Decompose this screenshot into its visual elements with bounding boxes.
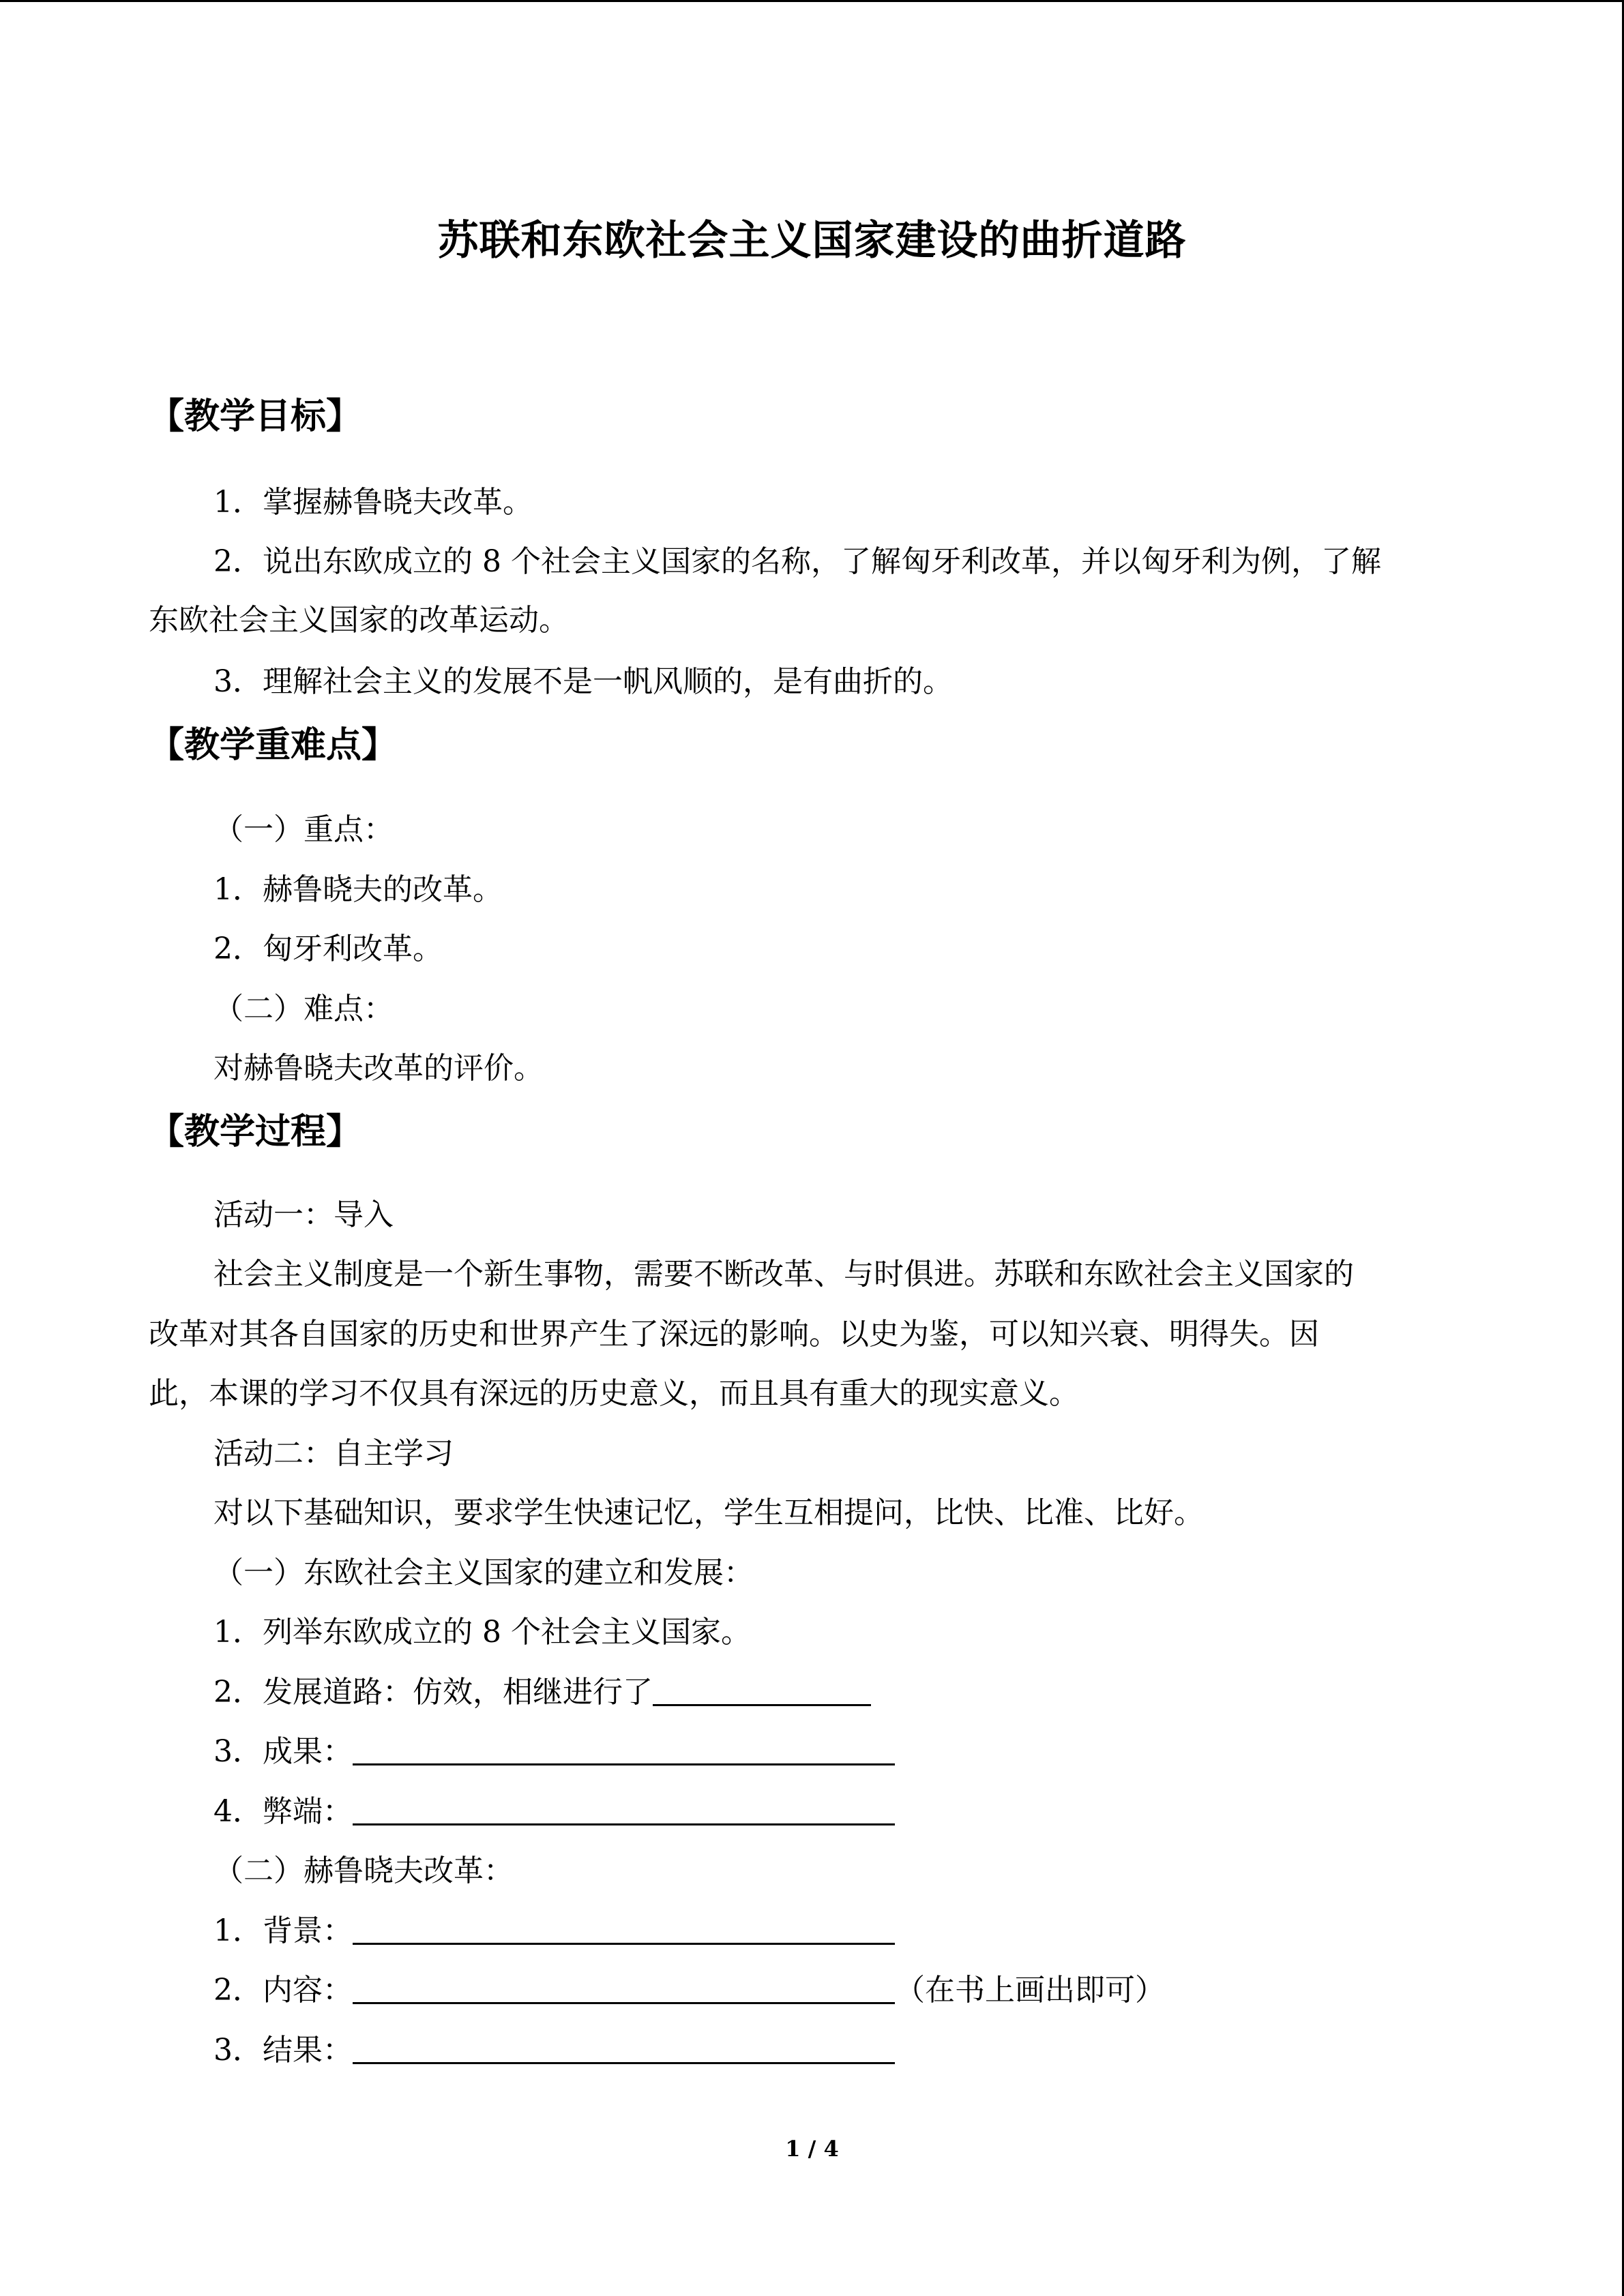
intro-line-3: 此，本课的学习不仅具有深远的历史意义，而且具有重大的现实意义。: [149, 1376, 1079, 1411]
intro-line-2: 改革对其各自国家的历史和世界产生了深远的影响。以史为鉴，可以知兴衰、明得失。因: [149, 1317, 1319, 1352]
part-1-question-2: [213, 1667, 871, 1711]
part-2-question-2-note: （在书上画出即可）: [895, 1973, 1165, 2008]
part-2-title: （二）赫鲁晓夫改革：: [213, 1853, 514, 1888]
goal-item-2-line-1: 2．说出东欧成立的 8 个社会主义国家的名称，了解匈牙利改革，并以匈牙利为例，了解: [213, 544, 1381, 579]
part-2-question-2: [213, 1965, 1165, 2009]
key-points-sub-1: （一）重点：: [213, 812, 394, 847]
part-2-question-1: [213, 1906, 895, 1950]
part-1-question-4: [213, 1787, 895, 1830]
activity-2-title: 活动二：自主学习: [213, 1436, 454, 1471]
intro-line-1: 社会主义制度是一个新生事物，需要不断改革、与时俱进。苏联和东欧社会主义国家的: [213, 1257, 1354, 1292]
key-points-sub-2: （二）难点：: [213, 992, 394, 1026]
part-1-question-3-label: 3．成果：: [213, 1734, 353, 1769]
fill-in-blank[interactable]: [353, 2032, 895, 2064]
fill-in-blank[interactable]: [653, 1674, 871, 1706]
activity-1-title: 活动一：导入: [213, 1197, 394, 1232]
key-point-2: 2．匈牙利改革。: [213, 931, 443, 966]
part-1-title: （一）东欧社会主义国家的建立和发展：: [213, 1555, 754, 1590]
fill-in-blank[interactable]: [353, 1972, 895, 2004]
part-2-question-3: [213, 2025, 895, 2069]
goal-item-1: 1．掌握赫鲁晓夫改革。: [213, 485, 533, 520]
part-1-question-2-label: 2．发展道路：仿效，相继进行了: [213, 1675, 653, 1710]
fill-in-blank[interactable]: [353, 1793, 895, 1825]
goals-heading: 【教学目标】: [149, 396, 362, 437]
part-2-question-2-label: 2．内容：: [213, 1973, 353, 2008]
part-1-question-3: [213, 1727, 895, 1770]
part-2-question-1-label: 1．背景：: [213, 1913, 353, 1948]
process-heading: 【教学过程】: [149, 1111, 362, 1152]
key-points-heading: 【教学重难点】: [149, 724, 398, 766]
fill-in-blank[interactable]: [353, 1913, 895, 1945]
goal-item-3: 3．理解社会主义的发展不是一帆风顺的，是有曲折的。: [213, 664, 953, 699]
part-1-question-1: 1．列举东欧成立的 8 个社会主义国家。: [213, 1615, 751, 1650]
key-point-1: 1．赫鲁晓夫的改革。: [213, 872, 503, 907]
document-title: 苏联和东欧社会主义国家建设的曲折道路: [437, 217, 1187, 265]
goal-item-2-line-2: 东欧社会主义国家的改革运动。: [149, 603, 569, 638]
difficulty-item: 对赫鲁晓夫改革的评价。: [213, 1051, 544, 1086]
fill-in-blank[interactable]: [353, 1733, 895, 1765]
part-1-question-4-label: 4．弊端：: [213, 1794, 353, 1829]
part-2-question-3-label: 3．结果：: [213, 2033, 353, 2068]
page-top-border: [0, 0, 1624, 2]
page-number: 1 / 4: [785, 2136, 839, 2162]
activity-2-description: 对以下基础知识，要求学生快速记忆，学生互相提问，比快、比准、比好。: [213, 1495, 1204, 1530]
